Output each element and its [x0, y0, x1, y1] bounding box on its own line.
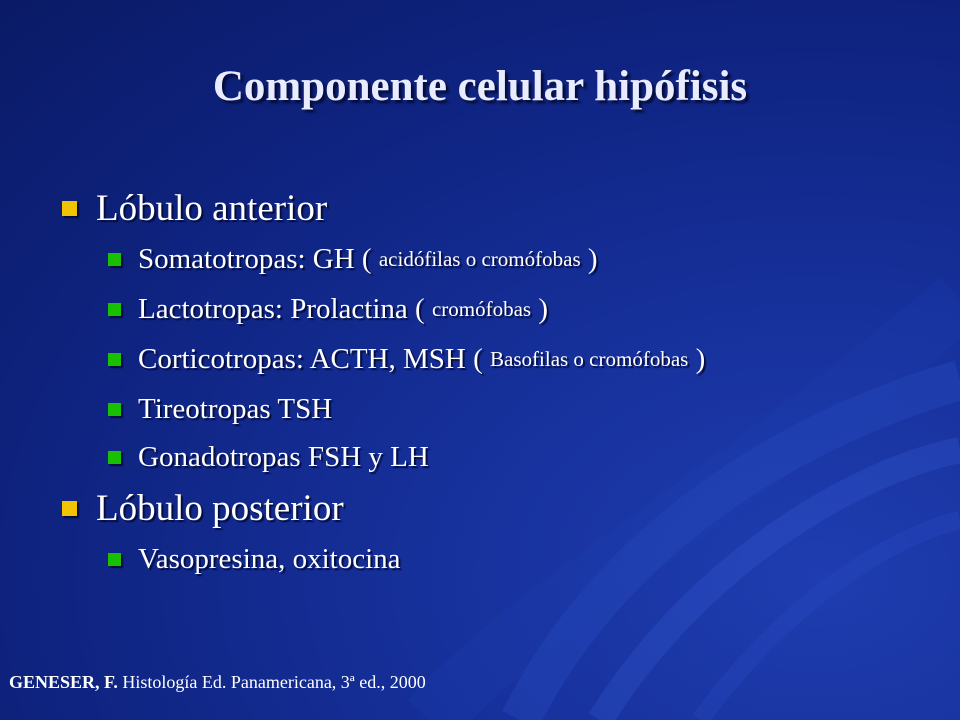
item-main: Corticotropas: ACTH, MSH ( [138, 343, 491, 375]
square-bullet-icon [62, 501, 77, 516]
list-item [108, 441, 429, 474]
list-item [108, 293, 548, 326]
square-bullet-icon [62, 201, 77, 216]
section-label: Lóbulo posterior [96, 488, 344, 529]
item-close: ) [688, 343, 706, 375]
square-bullet-icon [108, 451, 121, 464]
slide-title: Componente celular hipófisis [212, 63, 748, 110]
square-bullet-icon [108, 403, 121, 416]
square-bullet-icon [108, 553, 121, 566]
list-item [108, 393, 332, 426]
item-detail: cromófobas [431, 297, 532, 321]
item-main: Gonadotropas FSH y LH [138, 441, 429, 473]
list-item [108, 543, 401, 576]
item-close: ) [580, 243, 598, 275]
square-bullet-icon [108, 303, 121, 316]
list-item [108, 243, 598, 276]
item-main: Vasopresina, oxitocina [138, 543, 401, 575]
citation-text: Histología Ed. Panamericana, 3ª ed., 2000 [117, 672, 426, 692]
item-detail: Basofilas o cromófobas [490, 347, 689, 371]
item-main: Tireotropas TSH [138, 393, 333, 425]
item-close: ) [531, 293, 548, 325]
item-main: Somatotropas: GH ( [138, 243, 379, 275]
citation-author: GENESER, F. [9, 672, 118, 692]
list-item [108, 343, 705, 376]
item-main: Lactotropas: Prolactina ( [138, 293, 432, 325]
square-bullet-icon [108, 253, 121, 266]
citation [9, 672, 426, 693]
section-posterior [62, 487, 344, 530]
square-bullet-icon [108, 353, 121, 366]
section-label: Lóbulo anterior [96, 188, 328, 229]
section-anterior [62, 187, 327, 230]
item-detail: acidófilas o cromófobas [378, 247, 581, 271]
